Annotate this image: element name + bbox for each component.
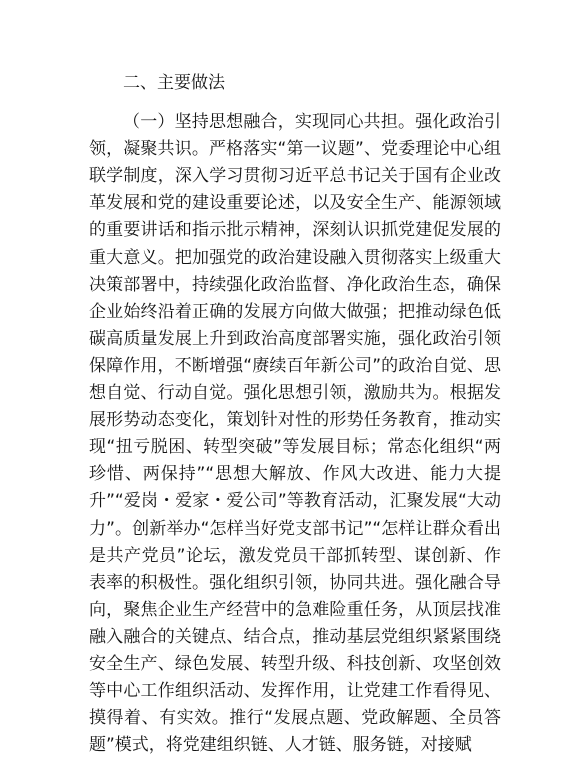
body-paragraph: （一）坚持思想融合，实现同心共担。强化政治引领，凝聚共识。严格落实“第一议题”、党委理论中心组联学制度，深入学习贯彻习近平总书记关于国有企业改革发展和党的建设重要论述，以及安全生产、能源领域的重要讲话和指示批示精神，深刻认识抓党建促发展的重大意义。把加强党的政治建设融入贯彻落实上级重大决策部署中，持续强化政治监督、净化政治生态，确保企业始终沿着正确的发展方向做大做强；把推动绿色低碳高质量发展上升到政治高度部署实施，强化政治引领保障作用，不断增强“赓续百年新公司”的政治自觉、思想自觉、行动自觉。强化思想引领，激励共为。根据发展形势动态变化，策划针对性的形势任务教育，推动实现“扭亏脱困、转型突破”等发展目标；常态化组织“两珍惜、两保持”“思想大解放、作风大改进、能力大提升”“爱岗・爱家・爱公司”等教育活动，汇聚发展“大动力”。创新举办“怎样当好党支部书记”“怎样让群众看出是共产党员”论坛，激发党员干部抓转型、谋创新、作表率的积极性。强化组织引领，协同共进。强化融合导向，聚焦企业生产经营中的急难险重任务，从顶层找准融入融合的关键点、结合点，推动基层党组织紧紧围绕安全生产、绿色发展、转型升级、科技创新、攻坚创效等中心工作组织活动、发挥作用，让党建工作看得见、摸得着、有实效。推行“发展点题、党政解题、全员答题”模式，将党建组织链、人才链、服务链，对接赋 bbox=[89, 112, 501, 756]
document-body bbox=[89, 70, 501, 759]
section-heading: 二、主要做法 bbox=[123, 73, 225, 93]
